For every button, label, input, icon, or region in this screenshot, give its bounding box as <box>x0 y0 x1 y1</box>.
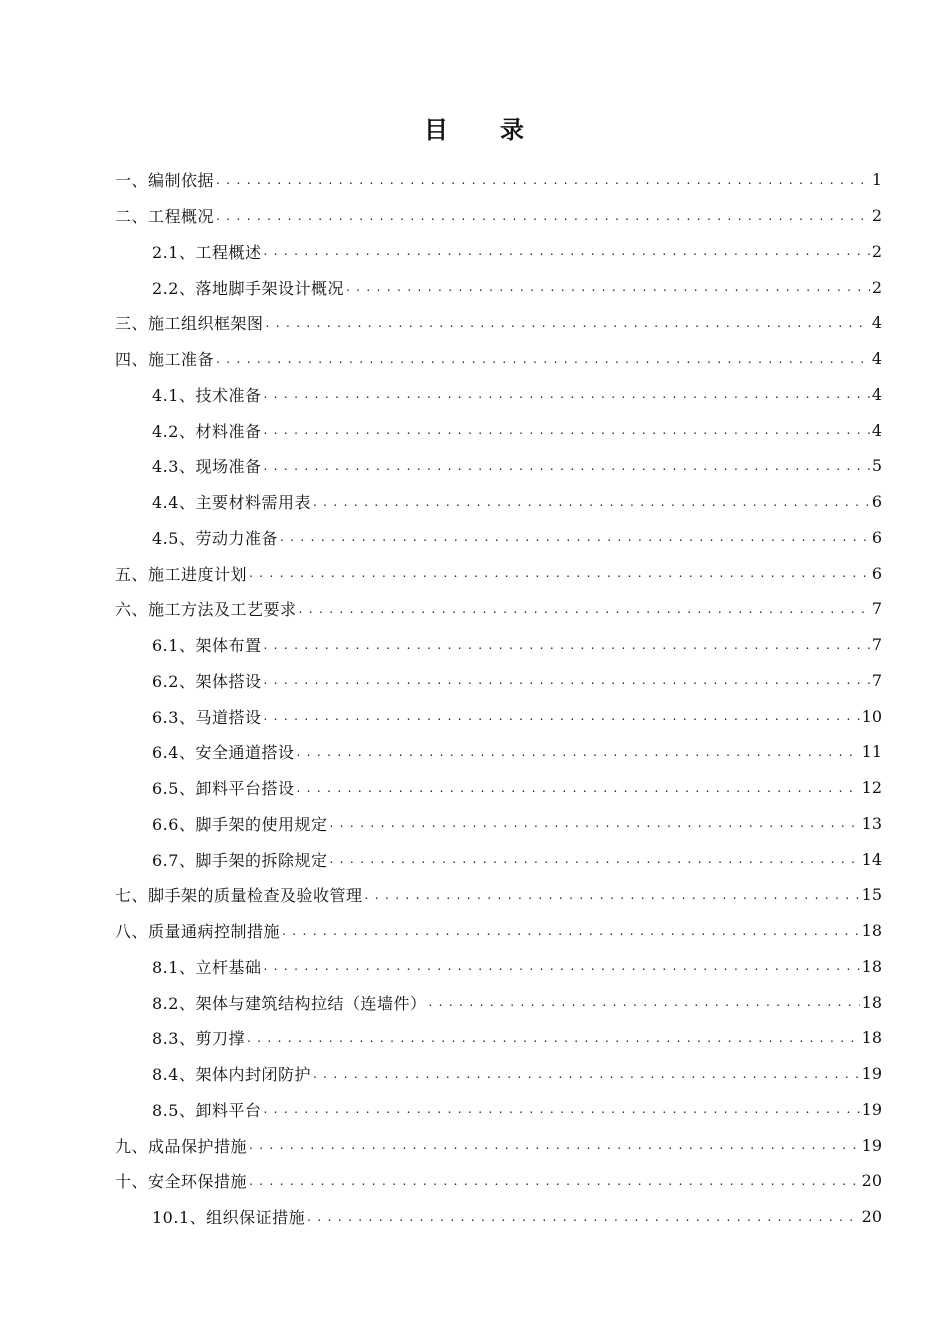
toc-entry[interactable] <box>115 770 882 806</box>
toc-entry-page-number: 4 <box>871 349 882 369</box>
toc-entry[interactable] <box>115 448 882 484</box>
toc-entry-label: 七、脚手架的质量检查及验收管理 <box>115 886 363 906</box>
toc-entry-label: 6.4、安全通道搭设 <box>152 743 295 763</box>
toc-dot-leader <box>263 637 869 653</box>
toc-entry-page-number: 12 <box>861 778 882 798</box>
toc-entry[interactable] <box>115 734 882 770</box>
toc-entry-page-number: 2 <box>871 206 882 226</box>
toc-entry-label: 六、施工方法及工艺要求 <box>115 600 297 620</box>
toc-dot-leader <box>263 958 859 974</box>
toc-dot-leader <box>428 994 859 1010</box>
toc-entry-page-number: 4 <box>871 420 882 440</box>
toc-dot-leader <box>249 1137 860 1153</box>
toc-title-char-1: 目 <box>424 116 450 144</box>
toc-entry-page-number: 11 <box>861 742 882 762</box>
toc-entry-page-number: 18 <box>861 1028 882 1048</box>
toc-entry[interactable] <box>115 1056 882 1092</box>
toc-entry[interactable] <box>115 627 882 663</box>
toc-dot-leader <box>263 1101 859 1117</box>
toc-entry-page-number: 1 <box>871 170 882 190</box>
toc-entry-label: 6.5、卸料平台搭设 <box>152 779 295 799</box>
toc-entry-page-number: 7 <box>871 635 882 655</box>
toc-entry-page-number: 10 <box>861 706 882 726</box>
toc-dot-leader <box>313 1066 860 1082</box>
toc-entry[interactable] <box>115 1020 882 1056</box>
toc-dot-leader <box>263 708 859 724</box>
toc-entry[interactable] <box>115 484 882 520</box>
toc-entry-page-number: 4 <box>871 384 882 404</box>
toc-entry[interactable] <box>115 841 882 877</box>
toc-entry-page-number: 7 <box>871 599 882 619</box>
toc-entry-label: 八、质量通病控制措施 <box>115 922 281 942</box>
toc-dot-leader <box>266 315 870 331</box>
toc-entry-label: 6.7、脚手架的拆除规定 <box>152 850 328 870</box>
toc-entry-label: 一、编制依据 <box>115 171 215 191</box>
toc-entry-page-number: 5 <box>871 456 882 476</box>
toc-dot-leader <box>296 744 859 760</box>
toc-entry[interactable] <box>115 1199 882 1235</box>
toc-entry[interactable] <box>115 162 882 198</box>
toc-entry[interactable] <box>115 1092 882 1128</box>
toc-dot-leader <box>282 923 860 939</box>
toc-entry-label: 10.1、组织保证措施 <box>152 1208 306 1228</box>
toc-entry[interactable] <box>115 520 882 556</box>
toc-dot-leader <box>263 422 869 438</box>
toc-entry[interactable] <box>115 341 882 377</box>
toc-entry[interactable] <box>115 412 882 448</box>
toc-entry[interactable] <box>115 877 882 913</box>
toc-entry[interactable] <box>115 913 882 949</box>
toc-entry[interactable] <box>115 806 882 842</box>
toc-dot-leader <box>263 672 869 688</box>
toc-list <box>115 162 882 1235</box>
toc-dot-leader <box>216 351 870 367</box>
toc-entry-page-number: 2 <box>871 241 882 261</box>
toc-entry-page-number: 6 <box>871 527 882 547</box>
toc-entry-label: 8.5、卸料平台 <box>152 1100 262 1120</box>
toc-entry[interactable] <box>115 269 882 305</box>
toc-entry[interactable] <box>115 1127 882 1163</box>
toc-entry[interactable] <box>115 305 882 341</box>
toc-entry-page-number: 14 <box>861 849 882 869</box>
toc-entry-label: 十、安全环保措施 <box>115 1172 248 1192</box>
toc-entry[interactable] <box>115 198 882 234</box>
toc-entry-page-number: 18 <box>861 921 882 941</box>
toc-title-char-2: 录 <box>500 116 526 144</box>
toc-entry-label: 6.1、架体布置 <box>152 636 262 656</box>
toc-entry-label: 二、工程概况 <box>115 207 215 227</box>
toc-dot-leader <box>263 458 869 474</box>
toc-dot-leader <box>280 529 870 545</box>
toc-entry-label: 8.3、剪刀撑 <box>152 1029 245 1049</box>
toc-entry-page-number: 4 <box>871 313 882 333</box>
toc-entry[interactable] <box>115 234 882 270</box>
toc-entry-label: 4.3、现场准备 <box>152 457 262 477</box>
toc-entry[interactable] <box>115 377 882 413</box>
toc-entry[interactable] <box>115 949 882 985</box>
toc-entry-label: 6.6、脚手架的使用规定 <box>152 814 328 834</box>
toc-entry-label: 6.2、架体搭设 <box>152 671 262 691</box>
toc-entry-page-number: 20 <box>861 1207 882 1227</box>
toc-dot-leader <box>216 208 870 224</box>
toc-entry-label: 8.2、架体与建筑结构拉结（连墙件） <box>152 993 427 1013</box>
toc-entry-label: 4.2、材料准备 <box>152 421 262 441</box>
toc-dot-leader <box>299 601 870 617</box>
toc-dot-leader <box>247 1030 860 1046</box>
toc-entry-page-number: 20 <box>861 1171 882 1191</box>
toc-entry[interactable] <box>115 984 882 1020</box>
toc-entry[interactable] <box>115 1163 882 1199</box>
toc-entry-label: 4.5、劳动力准备 <box>152 528 278 548</box>
toc-entry-page-number: 7 <box>871 670 882 690</box>
toc-dot-leader <box>249 1173 860 1189</box>
toc-entry-page-number: 18 <box>861 992 882 1012</box>
toc-entry[interactable] <box>115 663 882 699</box>
toc-title <box>0 110 950 145</box>
toc-entry-page-number: 19 <box>861 1064 882 1084</box>
toc-dot-leader <box>296 780 859 796</box>
toc-entry-label: 8.4、架体内封闭防护 <box>152 1065 311 1085</box>
toc-entry-page-number: 6 <box>871 492 882 512</box>
toc-entry-page-number: 19 <box>861 1135 882 1155</box>
toc-entry-page-number: 15 <box>861 885 882 905</box>
toc-entry-label: 三、施工组织框架图 <box>115 314 264 334</box>
toc-entry-label: 2.1、工程概述 <box>152 242 262 262</box>
toc-entry-label: 五、施工进度计划 <box>115 564 248 584</box>
toc-entry[interactable] <box>115 591 882 627</box>
toc-dot-leader <box>329 851 859 867</box>
toc-entry-page-number: 19 <box>861 1099 882 1119</box>
toc-dot-leader <box>249 565 870 581</box>
toc-entry-label: 九、成品保护措施 <box>115 1136 248 1156</box>
toc-dot-leader <box>307 1209 860 1225</box>
toc-entry-page-number: 2 <box>871 277 882 297</box>
toc-entry-label: 6.3、马道搭设 <box>152 707 262 727</box>
toc-entry[interactable] <box>115 698 882 734</box>
toc-entry-page-number: 13 <box>861 813 882 833</box>
toc-dot-leader <box>346 279 870 295</box>
toc-entry-label: 4.4、主要材料需用表 <box>152 493 311 513</box>
toc-dot-leader <box>263 243 869 259</box>
toc-entry-page-number: 6 <box>871 563 882 583</box>
toc-entry[interactable] <box>115 555 882 591</box>
toc-entry-label: 2.2、落地脚手架设计概况 <box>152 278 344 298</box>
toc-dot-leader <box>216 172 870 188</box>
toc-dot-leader <box>313 494 870 510</box>
toc-entry-label: 四、施工准备 <box>115 350 215 370</box>
toc-dot-leader <box>329 815 859 831</box>
toc-entry-label: 8.1、立杆基础 <box>152 957 262 977</box>
toc-dot-leader <box>365 887 860 903</box>
toc-entry-label: 4.1、技术准备 <box>152 385 262 405</box>
toc-entry-page-number: 18 <box>861 956 882 976</box>
toc-dot-leader <box>263 386 869 402</box>
